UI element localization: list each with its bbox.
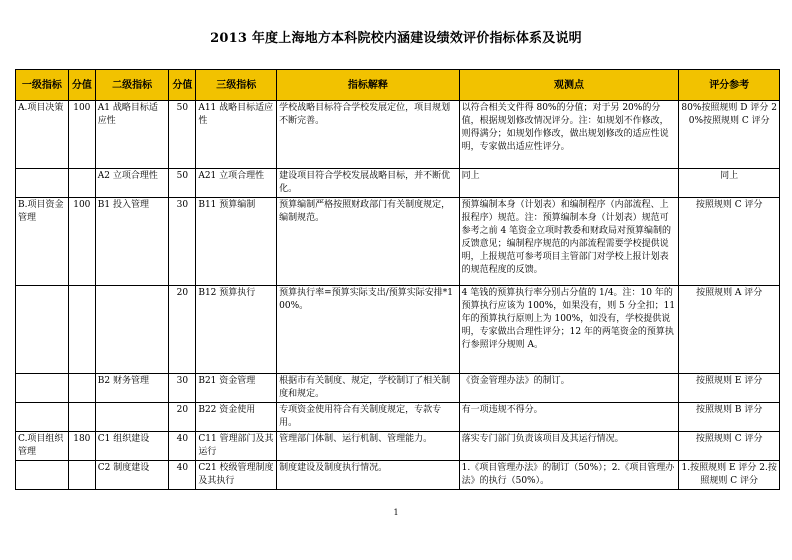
level2-cell: A1 战略目标适应性 bbox=[95, 101, 169, 169]
explanation-cell: 制度建设及制度执行情况。 bbox=[277, 461, 459, 490]
header-level3: 三级指标 bbox=[196, 70, 277, 101]
level3-cell: B22 资金使用 bbox=[196, 403, 277, 432]
level3-cell: A21 立项合理性 bbox=[196, 169, 277, 198]
explanation-cell: 根据市有关制度、规定，学校制订了相关制度和规定。 bbox=[277, 374, 459, 403]
level3-cell: B11 预算编制 bbox=[196, 198, 277, 286]
level2-cell bbox=[95, 403, 169, 432]
header-score1: 分值 bbox=[68, 70, 95, 101]
table-row bbox=[16, 403, 780, 432]
score2-cell: 50 bbox=[169, 169, 196, 198]
level1-cell bbox=[16, 286, 69, 374]
level3-cell: C11 管理部门及其运行 bbox=[196, 432, 277, 461]
score1-cell: 100 bbox=[68, 101, 95, 169]
table-row bbox=[16, 432, 780, 461]
level1-cell bbox=[16, 374, 69, 403]
level2-cell: A2 立项合理性 bbox=[95, 169, 169, 198]
level1-cell: B.项目资金管理 bbox=[16, 198, 69, 286]
score2-cell: 40 bbox=[169, 432, 196, 461]
level1-cell bbox=[16, 169, 69, 198]
level1-cell: C.项目组织管理 bbox=[16, 432, 69, 461]
page-number: 1 bbox=[393, 508, 399, 517]
table-row bbox=[16, 198, 780, 286]
page-title: 2013 年度上海地方本科院校内涵建设绩效评价指标体系及说明 bbox=[210, 31, 582, 46]
reference-cell: 按照规则 A 评分 bbox=[679, 286, 780, 374]
score2-cell: 20 bbox=[169, 286, 196, 374]
observation-cell: 预算编制本身（计划表）和编制程序（内部流程、上报程序）规范。注：预算编制本身（计划表）规范可参考之前 4 笔资金立项时教委和财政局对预算编制的反馈意见；编制程序规范的内部流程需要学校提供说明，上报规范可参考项目主管部门对学校上报计划表的规范程度的反馈。 bbox=[459, 198, 679, 286]
reference-cell: 80%按照规则 D 评分 20%按照规则 C 评分 bbox=[679, 101, 780, 169]
header-observation: 观测点 bbox=[459, 70, 679, 101]
header-reference: 评分参考 bbox=[679, 70, 780, 101]
explanation-cell: 预算编制严格按照财政部门有关制度规定，编制规范。 bbox=[277, 198, 459, 286]
observation-cell: 4 笔钱的预算执行率分别占分值的 1/4。注：10 年的预算执行应该为 100%，如果没有，则 5 分全扣；11 年的预算执行原则上为 100%，如没有，学校提供说明，专家做出合理性评分；12 年的两笔资金的预算执行参照评分规则 A。 bbox=[459, 286, 679, 374]
reference-cell: 按照规则 E 评分 bbox=[679, 374, 780, 403]
explanation-cell: 管理部门体制、运行机制、管理能力。 bbox=[277, 432, 459, 461]
observation-cell: 《资金管理办法》的制订。 bbox=[459, 374, 679, 403]
level2-cell: C1 组织建设 bbox=[95, 432, 169, 461]
score1-cell bbox=[68, 403, 95, 432]
table-row bbox=[16, 461, 780, 490]
level2-cell: C2 制度建设 bbox=[95, 461, 169, 490]
header-level1: 一级指标 bbox=[16, 70, 69, 101]
score2-cell: 30 bbox=[169, 374, 196, 403]
score1-cell: 100 bbox=[68, 198, 95, 286]
observation-cell: 落实专门部门负责该项目及其运行情况。 bbox=[459, 432, 679, 461]
table-row bbox=[16, 374, 780, 403]
reference-cell: 按照规则 C 评分 bbox=[679, 432, 780, 461]
level1-cell bbox=[16, 461, 69, 490]
reference-cell: 按照规则 C 评分 bbox=[679, 198, 780, 286]
score1-cell bbox=[68, 286, 95, 374]
level1-cell: A.项目决策 bbox=[16, 101, 69, 169]
score2-cell: 40 bbox=[169, 461, 196, 490]
score1-cell bbox=[68, 461, 95, 490]
level2-cell: B1 投入管理 bbox=[95, 198, 169, 286]
reference-cell: 同上 bbox=[679, 169, 780, 198]
score2-cell: 50 bbox=[169, 101, 196, 169]
observation-cell: 1.《项目管理办法》的制订（50%）；2.《项目管理办法》的执行（50%）。 bbox=[459, 461, 679, 490]
indicator-table bbox=[15, 69, 780, 490]
score1-cell bbox=[68, 374, 95, 403]
level3-cell: A11 战略目标适应性 bbox=[196, 101, 277, 169]
observation-cell: 以符合相关文件得 80%的分值；对于另 20%的分值，根据规划修改情况评分。注：如规划不作修改，则得满分；如规划作修改，做出规划修改的适应性说明，专家做出适应性评分。 bbox=[459, 101, 679, 169]
score1-cell bbox=[68, 169, 95, 198]
explanation-cell: 学校战略目标符合学校发展定位，项目规划不断完善。 bbox=[277, 101, 459, 169]
level3-cell: B12 预算执行 bbox=[196, 286, 277, 374]
level3-cell: C21 校级管理制度及其执行 bbox=[196, 461, 277, 490]
header-level2: 二级指标 bbox=[95, 70, 169, 101]
explanation-cell: 预算执行率=预算实际支出/预算实际安排*100%。 bbox=[277, 286, 459, 374]
table-row bbox=[16, 169, 780, 198]
table-row bbox=[16, 286, 780, 374]
score1-cell: 180 bbox=[68, 432, 95, 461]
explanation-cell: 专项资金使用符合有关制度规定，专款专用。 bbox=[277, 403, 459, 432]
table-row bbox=[16, 101, 780, 169]
level2-cell bbox=[95, 286, 169, 374]
level2-cell: B2 财务管理 bbox=[95, 374, 169, 403]
observation-cell: 同上 bbox=[459, 169, 679, 198]
header-row bbox=[16, 70, 780, 101]
header-explanation: 指标解释 bbox=[277, 70, 459, 101]
level3-cell: B21 资金管理 bbox=[196, 374, 277, 403]
observation-cell: 有一项违规不得分。 bbox=[459, 403, 679, 432]
score2-cell: 30 bbox=[169, 198, 196, 286]
level1-cell bbox=[16, 403, 69, 432]
reference-cell: 按照规则 B 评分 bbox=[679, 403, 780, 432]
header-score2: 分值 bbox=[169, 70, 196, 101]
table-body bbox=[16, 101, 780, 490]
explanation-cell: 建设项目符合学校发展战略目标，并不断优化。 bbox=[277, 169, 459, 198]
reference-cell: 1.按照规则 E 评分 2.按照规则 C 评分 bbox=[679, 461, 780, 490]
score2-cell: 20 bbox=[169, 403, 196, 432]
